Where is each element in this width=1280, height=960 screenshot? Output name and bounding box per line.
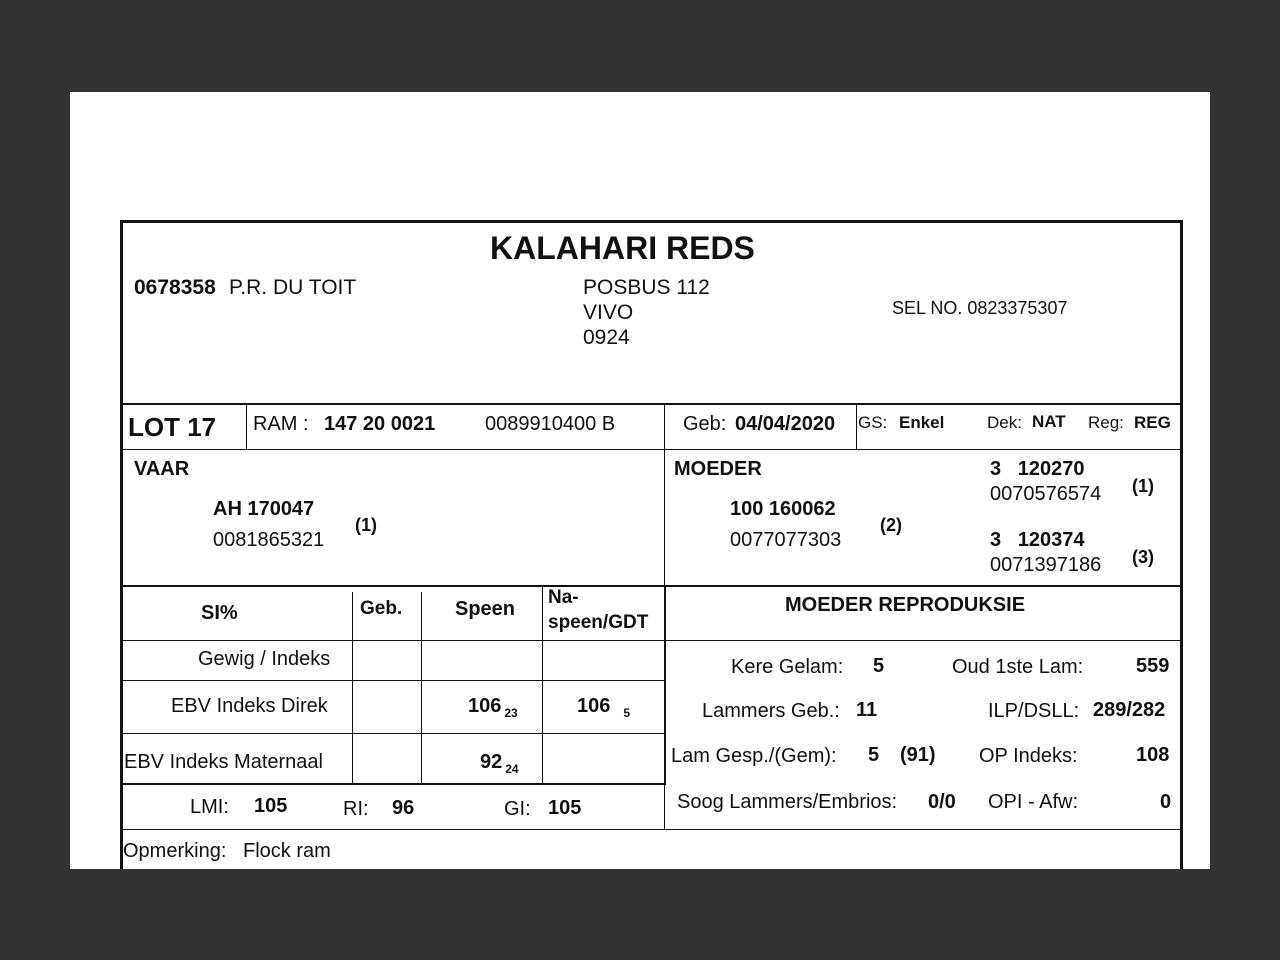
right-border [1180,220,1183,869]
lammers-value: 11 [856,699,878,721]
reg-value: REG [1134,413,1171,432]
sire-heading: VAAR [134,458,190,480]
opi-value: 0 [1160,791,1172,813]
lammers-label: Lammers Geb.: [702,700,840,722]
gem-value: (91) [900,744,936,766]
dam-sire-id: 3 120270 [990,458,1085,480]
lot-divider [246,404,247,450]
gs-value: Enkel [899,413,945,432]
op-label: OP Indeks: [979,745,1078,767]
si-header-speen: Speen [455,598,516,620]
si-row2-line [120,733,665,734]
remark-top-line [120,829,1183,830]
ilp-label: ILP/DSLL: [988,700,1080,722]
si-col-speen-line [421,592,422,783]
kere-label: Kere Gelam: [731,656,844,678]
si-col-naspeen-line [542,586,543,783]
lot-row-bottom-line [120,449,1183,450]
si-col-geb-line [352,592,353,783]
repro-heading: MOEDER REPRODUKSIE [785,594,1026,616]
dam-sire-code: 0070576574 [990,483,1102,505]
address-line3: 0924 [583,326,630,349]
dam-heading: MOEDER [674,458,762,480]
gesp-label: Lam Gesp./(Gem): [671,745,837,767]
gesp-value: 5 [868,744,880,766]
oud-label: Oud 1ste Lam: [952,656,1084,678]
dam-id: 100 160062 [730,498,836,520]
si-header-geb: Geb. [360,598,403,619]
si-table-top-line [120,585,1183,587]
address-line1: POSBUS 112 [583,276,710,299]
ram-label: RAM : [253,413,309,435]
ram-code: 0089910400 B [485,413,616,435]
birth-divider [856,404,857,450]
kere-value: 5 [873,655,885,677]
dam-dam-id: 3 120374 [990,529,1085,551]
soog-value: 0/0 [928,791,956,813]
ri-value: 96 [392,797,415,819]
ri-label: RI: [343,798,369,820]
gi-value: 105 [548,797,582,819]
cell-number: SEL NO. 0823375307 [892,298,1068,318]
document-page [70,92,1210,869]
lmi-value: 105 [254,795,288,817]
sire-grade: (1) [355,515,377,535]
si-header-bottom-line [120,640,1183,641]
ram-number: 147 20 0021 [324,413,436,435]
reg-label: Reg: [1088,413,1124,432]
dam-dam-grade: (3) [1132,547,1154,567]
gi-label: GI: [504,798,531,820]
si-direk-naspeen: 106 $_5$ [577,695,631,720]
sire-id: AH 170047 [213,498,315,520]
si-row-direk-label: EBV Indeks Direk [171,695,328,717]
soog-label: Soog Lammers/Embrios: [677,791,898,813]
si-row-maternaal-label: EBV Indeks Maternaal [124,751,323,773]
op-value: 108 [1136,744,1170,766]
birth-date: 04/04/2020 [735,413,836,435]
dam-sire-grade: (1) [1132,476,1154,496]
birth-label: Geb: [683,413,727,435]
oud-value: 559 [1136,655,1170,677]
dam-grade: (2) [880,515,902,535]
dam-code: 0077077303 [730,529,842,551]
left-border [120,220,123,869]
si-maternaal-speen: 92 $_{24}$ [480,751,519,776]
si-header-si: SI% [201,602,238,624]
si-table-bottom-line [120,783,665,785]
lmi-label: LMI: [190,796,229,818]
si-header-naspeen-1: Na- [548,587,579,608]
lot-number: LOT 17 [128,412,217,442]
dek-value: NAT [1032,412,1066,431]
si-table-right-line [664,585,666,785]
ilp-value: 289/282 [1093,699,1166,721]
owner-name: P.R. DU TOIT [229,276,357,299]
si-direk-speen: 106 $_{23}$ [468,695,518,720]
address-line2: VIVO [583,301,634,324]
remark-label: Opmerking: [123,840,227,862]
page-title: KALAHARI REDS [490,230,755,266]
dek-label: Dek: [987,413,1022,432]
si-row1-line [120,680,665,681]
lot-row-top-line [120,403,1183,405]
sire-code: 0081865321 [213,529,325,551]
top-border [120,220,1183,223]
si-row-gewig-label: Gewig / Indeks [198,648,331,670]
remark-value: Flock ram [243,840,331,862]
si-header-naspeen-2: speen/GDT [548,612,649,633]
gs-label: GS: [858,413,888,432]
opi-label: OPI - Afw: [988,791,1079,813]
dam-dam-code: 0071397186 [990,554,1102,576]
owner-id: 0678358 [134,276,216,299]
